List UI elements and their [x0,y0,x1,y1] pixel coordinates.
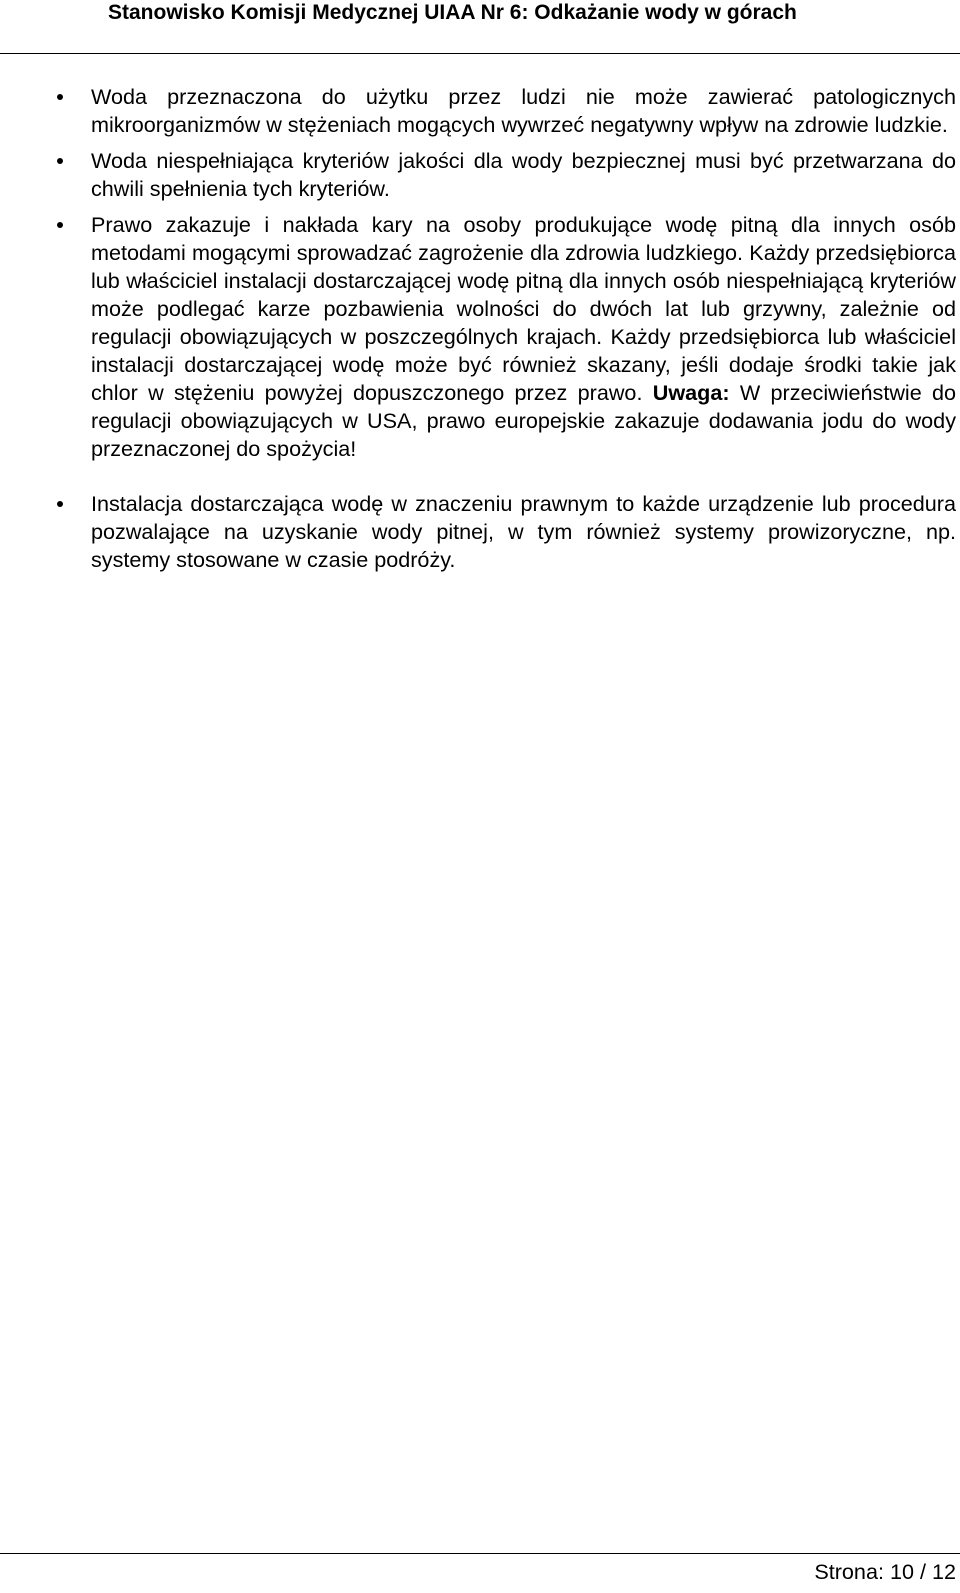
bullet-dot-icon [57,94,63,100]
bullet-dot-icon [57,158,63,164]
bullet-item [91,211,956,463]
bullet-list [91,83,956,574]
bullet-text: Prawo zakazuje i nakłada kary na osoby produkujące wodę pitną dla innych osób metodami mogącymi sprowadzać zagrożenie dla zdrowia ludzkiego. Każdy przedsiębiorca lub właściciel instalacji dostarczającej wodę pitną dla innych osób niespełniającą kryteriów może podlegać karze pozbawienia wolności do dwóch lat lub grzywny, zależnie od regulacji obowiązujących w poszczególnych krajach. Każdy przedsiębiorca lub właściciel instalacji dostarczającej wodę może być również skazany, jeśli dodaje środki takie jak chlor w stężeniu powyżej dopuszczonego przez prawo. [91,212,956,405]
document-body [91,83,956,574]
bullet-item [91,147,956,203]
page-number: Strona: 10 / 12 [814,1559,956,1584]
bullet-text: Woda niespełniająca kryteriów jakości dla wody bezpiecznej musi być przetwarzana do chwili spełnienia tych kryteriów. [91,148,956,201]
bullet-text-continued: W przeciwieństwie do regulacji obowiązujących w USA, prawo europejskie zakazuje dodawania jodu do wody przeznaczonej do spożycia! [91,380,957,461]
bullet-text: Instalacja dostarczająca wodę w znaczeniu prawnym to każde urządzenie lub procedura pozwalające na uzyskanie wody pitnej, w tym również systemy prowizoryczne, np. systemy stosowane w czasie podróży. [91,491,956,572]
bullet-text: Woda przeznaczona do użytku przez ludzi nie może zawierać patologicznych mikroorganizmów w stężeniach mogących wywrzeć negatywny wpływ na zdrowie ludzkie. [91,84,956,137]
bullet-item [91,490,956,574]
bullet-dot-icon [57,501,63,507]
page-footer [0,1553,960,1593]
bullet-dot-icon [57,222,63,228]
page-header [0,0,960,54]
document-title: Stanowisko Komisji Medycznej UIAA Nr 6: Odkażanie wody w górach [108,1,797,24]
note-label: Uwaga: [652,380,730,405]
bullet-item [91,83,956,139]
